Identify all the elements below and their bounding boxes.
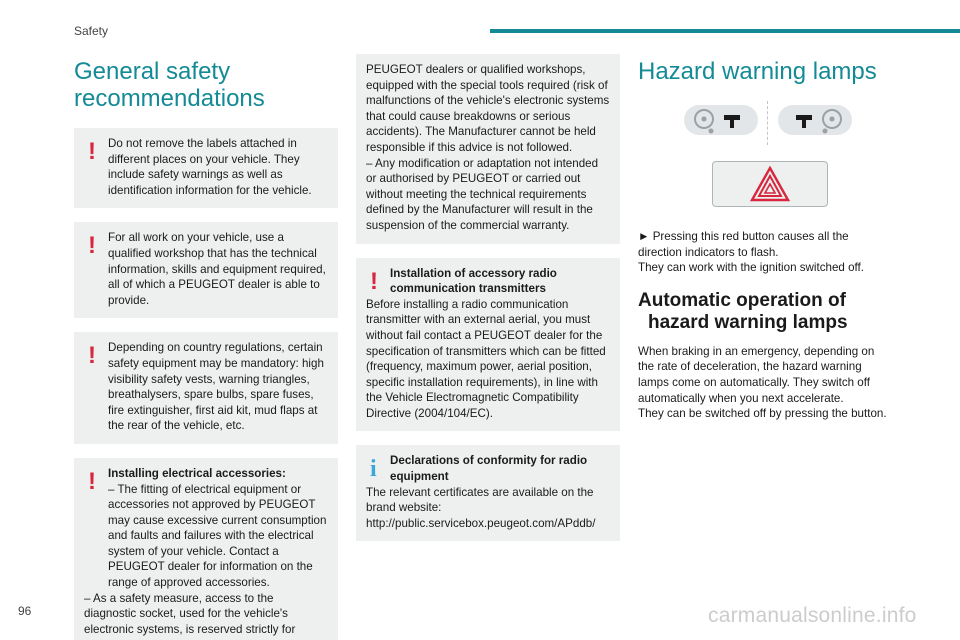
note-heading: Installation of accessory radio communication transmitters (390, 266, 557, 296)
note-text: Depending on country regulations, certain safety equipment may be mandatory: high visibility safety vests, warning triangles, breathalysers, spare bulbs, spare fuses, fire extinguisher, first aid kit, mud flaps at the rear of the vehicle, etc. (108, 341, 324, 433)
warning-note (74, 332, 338, 444)
column-right (638, 54, 888, 422)
warning-note (74, 222, 338, 318)
rhd-dashboard-icon (778, 105, 852, 135)
note-text: Do not remove the labels attached in different places on your vehicle. They include safety warnings as well as identification information for the vehicle. (108, 137, 312, 197)
note-text: For all work on your vehicle, use a qualified workshop that has the technical information, skills and equipment required, all of which a PEUGEOT dealer is able to provide. (108, 231, 326, 307)
note-heading: Declarations of conformity for radio equipment (390, 454, 588, 484)
info-icon: i (370, 456, 377, 483)
subtitle-line1: Automatic operation of (638, 289, 846, 311)
note-text: PEUGEOT dealers or qualified workshops, equipped with the special tools required (risk of malfunctions of the vehicle's electronic systems that could cause breakdowns or serious accidents). The Manufacturer cannot be held responsible if this advice is not followed. (366, 63, 610, 154)
auto-operation-text (638, 344, 888, 422)
title-line1: General safety (74, 58, 231, 85)
warning-note-electrical (74, 458, 338, 640)
instruction-text-2: They can work with the ignition switched off. (638, 261, 864, 275)
section-title-hazard: Hazard warning lamps (638, 58, 877, 85)
warning-icon: ! (88, 232, 96, 260)
header-accent-bar (490, 29, 960, 33)
note-text: – As a safety measure, access to the diagnostic socket, used for the vehicle's electronic systems, is reserved strictly for (84, 591, 296, 636)
dashboard-illustration (684, 105, 852, 147)
warning-icon: ! (88, 342, 96, 370)
section-title (74, 58, 338, 112)
warning-note-continued (356, 54, 620, 244)
subtitle-line2: hazard warning lamps (648, 311, 848, 333)
warning-note (74, 128, 338, 208)
title-line2: recommendations (74, 85, 265, 112)
divider (767, 101, 768, 145)
note-heading: Installing electrical accessories: (108, 466, 286, 480)
info-note-declarations (356, 445, 620, 541)
hazard-triangle-icon (750, 166, 790, 202)
note-text: Before installing a radio communication transmitter with an external aerial, you must without fail contact a PEUGEOT dealer for the specification of transmitters which can be fitted (frequency, maximum power, aerial position, specific installation requirements), in line with the Vehicle Electromagnetic Compatibility Directive (2004/104/EC). (366, 297, 606, 420)
note-text: – The fitting of electrical equipment or accessories not approved by PEUGEOT may cause excessive current consumption and faults and failures with the electrical system of your vehicle. Contact a PEUGEOT dealer for information on the range of approved accessories. (108, 482, 327, 590)
warning-icon: ! (370, 267, 378, 295)
instruction-text: ► Pressing this red button causes all the direction indicators to flash. (638, 230, 849, 259)
page-number: 96 (18, 604, 32, 618)
hazard-button-illustration (712, 161, 828, 207)
section-label: Safety (74, 24, 109, 38)
lhd-dashboard-icon (684, 105, 758, 135)
warning-icon: ! (88, 138, 96, 165)
hazard-instruction (638, 229, 888, 276)
warning-note-radio (356, 258, 620, 432)
note-url: http://public.servicebox.peugeot.com/APddb/ (366, 516, 596, 530)
auto-text-2: They can be switched off by pressing the button. (638, 407, 887, 421)
column-middle (356, 54, 620, 541)
subsection-title (638, 290, 888, 334)
warning-icon: ! (88, 467, 96, 495)
auto-text: When braking in an emergency, depending on the rate of deceleration, the hazard warning lamps come on automatically. They switch off automatically when you next accelerate. (638, 344, 875, 405)
watermark: carmanualsonline.info (708, 604, 917, 627)
column-left (74, 54, 338, 640)
note-text: – Any modification or adaptation not intended or authorised by PEUGEOT or carried out without meeting the technical requirements defined by the Manufacturer will result in the suspension of the commercial warranty. (366, 156, 599, 232)
note-text: The relevant certificates are available on the brand website: (366, 485, 594, 515)
